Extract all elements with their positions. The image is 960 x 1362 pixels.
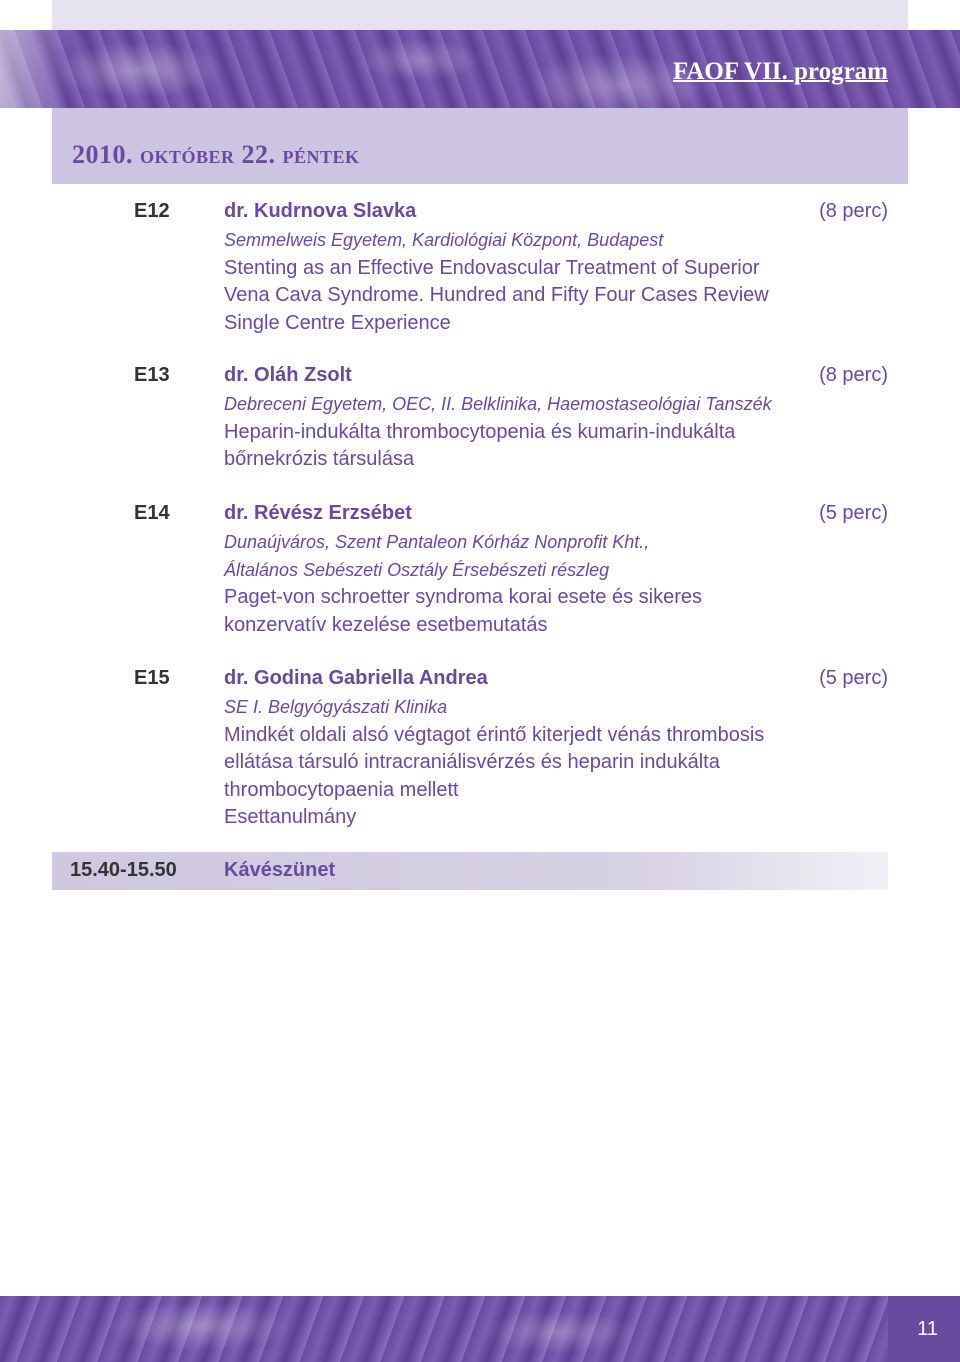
break-label: Kávészünet (224, 859, 336, 881)
affiliation: Dunaújváros, Szent Pantaleon Kórház Nonprofit Kht., (224, 532, 650, 552)
program-title: FAOF VII. program (672, 58, 888, 85)
break-time: 15.40-15.50 (70, 859, 177, 881)
talk-title-line: Heparin-indukálta thrombocytopenia és kumarin-indukálta (224, 420, 736, 443)
header-top-strip (52, 0, 908, 30)
talk-title-line: Vena Cava Syndrome. Hundred and Fifty Four Cases Review (224, 284, 769, 306)
entry-details (224, 227, 884, 337)
bottom-decorative-banner (0, 1296, 960, 1362)
speaker-name: dr. Oláh Zsolt (224, 364, 352, 386)
affiliation: Semmelweis Egyetem, Kardiológiai Központ, Budapest (224, 230, 664, 250)
entry-details (224, 391, 884, 474)
page-number: 11 (917, 1318, 938, 1340)
talk-title-line: ellátása társuló intracraniálisvérzés és heparin indukálta (224, 751, 720, 773)
entry-details (224, 694, 884, 832)
talk-title-line: Esettanulmány (224, 806, 357, 828)
duration: (8 perc) (819, 200, 888, 222)
talk-title-line: thrombocytopaenia mellett (224, 778, 459, 801)
entry-code: E14 (134, 502, 170, 524)
entry-code: E13 (134, 364, 170, 386)
talk-title-line: Mindkét oldali alsó végtagot érintő kiterjedt vénás thrombosis (224, 723, 765, 746)
duration: (8 perc) (819, 364, 888, 386)
talk-title-line: bőrnekrózis társulása (224, 448, 415, 470)
speaker-name: dr. Godina Gabriella Andrea (224, 667, 488, 689)
duration: (5 perc) (819, 502, 888, 524)
date-heading: 2010. október 22. péntek (72, 140, 360, 169)
entry-code: E15 (134, 667, 170, 689)
speaker-name: dr. Révész Erzsébet (224, 502, 412, 524)
entry-details (224, 529, 884, 639)
duration: (5 perc) (819, 667, 888, 689)
talk-title-line: Single Centre Experience (224, 311, 451, 334)
affiliation: Debreceni Egyetem, OEC, II. Belklinika, Haemostaseológiai Tanszék (224, 394, 772, 414)
talk-title-line: Stenting as an Effective Endovascular Treatment of Superior (224, 256, 760, 279)
entry-code: E12 (134, 200, 170, 222)
coffee-break-bar (52, 852, 888, 890)
talk-title-line: Paget-von schroetter syndroma korai esete és sikeres (224, 586, 702, 608)
speaker-name: dr. Kudrnova Slavka (224, 200, 417, 222)
affiliation: SE I. Belgyógyászati Klinika (224, 697, 448, 717)
talk-title-line: konzervatív kezelése esetbemutatás (224, 613, 548, 636)
banner-fade (0, 30, 70, 108)
affiliation: Általános Sebészeti Osztály Érsebészeti részleg (224, 559, 610, 580)
